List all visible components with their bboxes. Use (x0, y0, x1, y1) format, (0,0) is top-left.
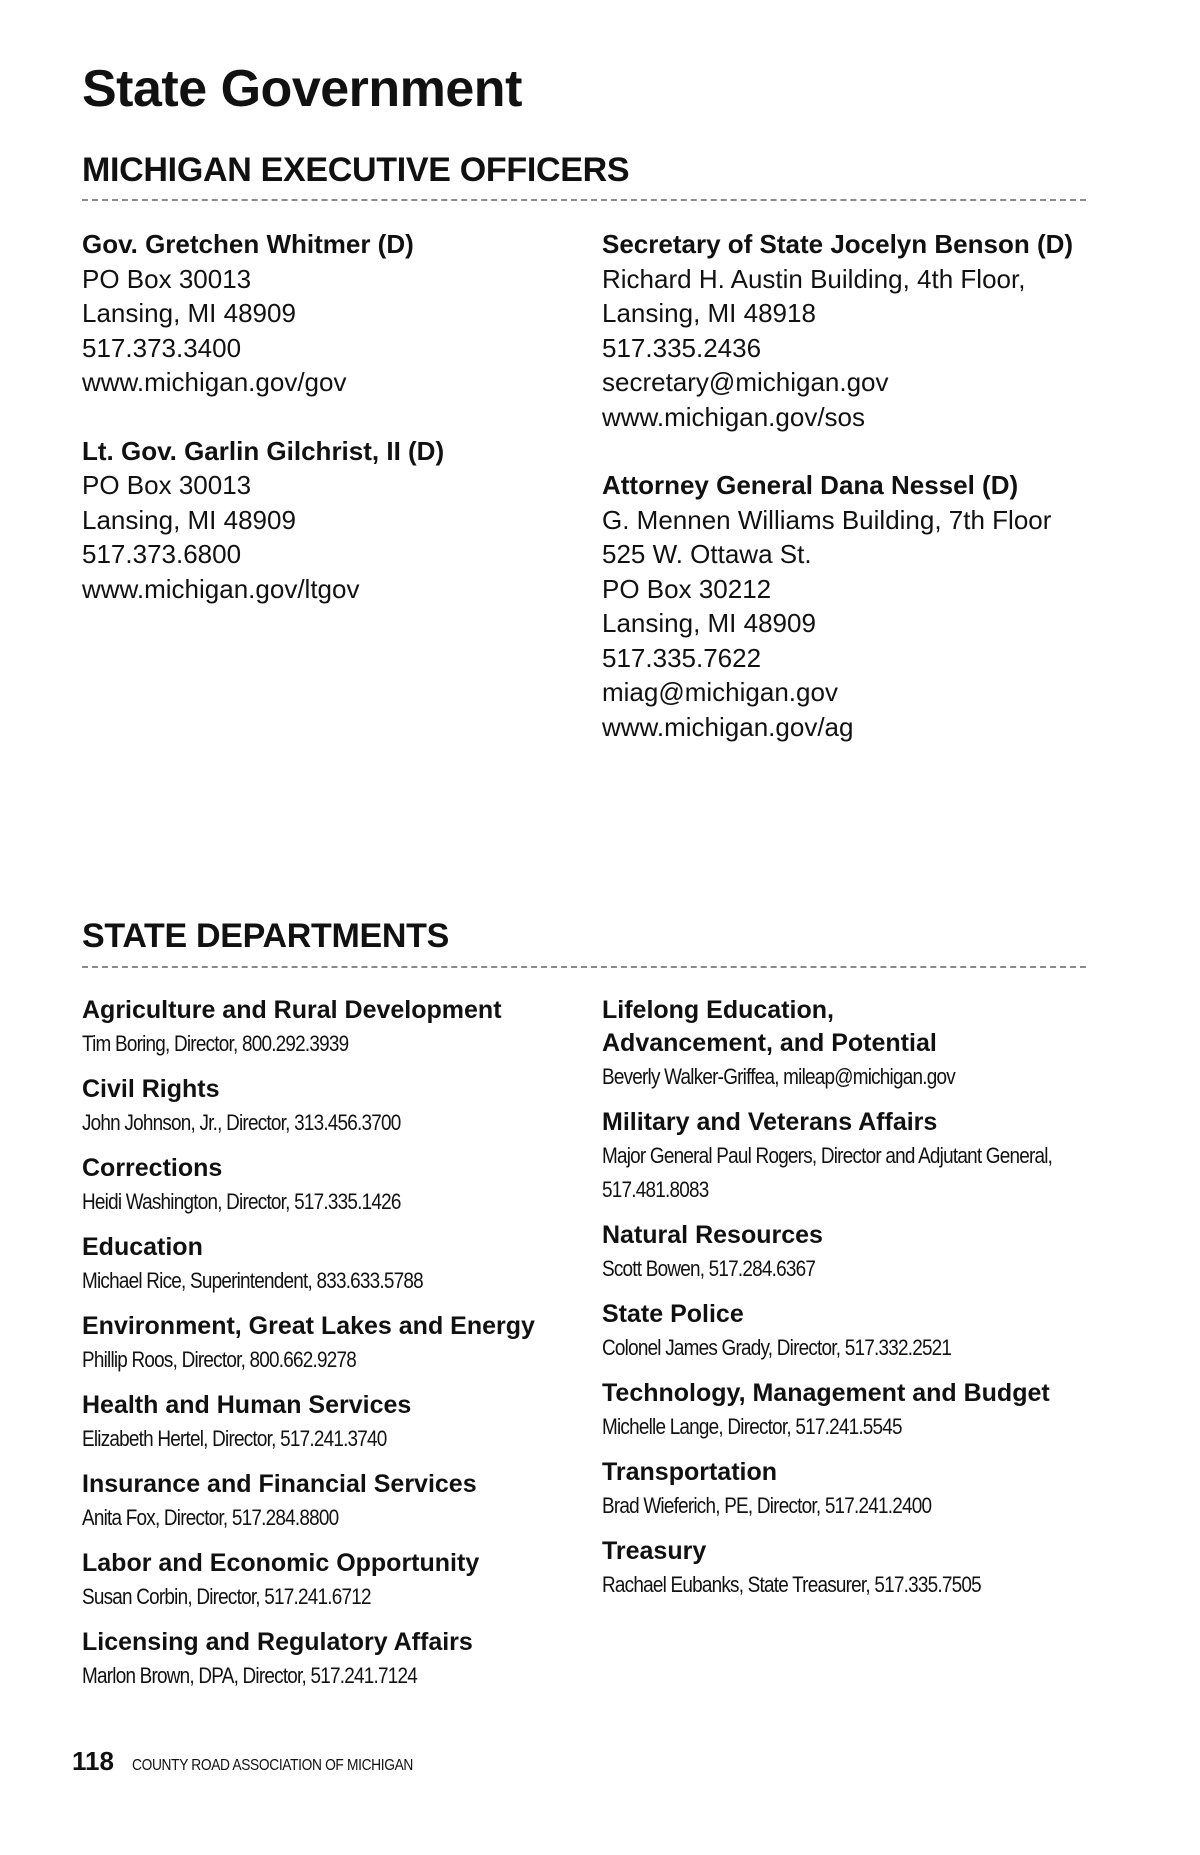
officer-contact-line: Richard H. Austin Building, 4th Floor, (602, 263, 1026, 294)
officer-contact-line: miag@michigan.gov (602, 677, 838, 708)
officer-name: Gov. Gretchen Whitmer (D) (82, 229, 414, 260)
officer-entry (602, 468, 1086, 744)
departments-column-right (602, 994, 1086, 1705)
department-contact: Anita Fox, Director, 517.284.8800 (82, 1504, 339, 1530)
department-contact: Heidi Washington, Director, 517.335.1426 (82, 1188, 401, 1214)
officer-name: Lt. Gov. Garlin Gilchrist, II (D) (82, 435, 445, 466)
department-entry (82, 1231, 602, 1298)
departments-column-left (82, 994, 602, 1705)
departments-divider (82, 966, 1086, 968)
department-name: Transportation (602, 1457, 778, 1486)
department-entry (82, 1152, 602, 1219)
officer-contact-line: www.michigan.gov/ag (602, 711, 854, 742)
officer-contact-line: 517.335.2436 (602, 332, 762, 363)
department-entry (82, 1310, 602, 1377)
officer-contact-line: G. Mennen Williams Building, 7th Floor (602, 504, 1052, 535)
department-contact: Elizabeth Hertel, Director, 517.241.3740 (82, 1425, 387, 1451)
department-entry (602, 1106, 1086, 1207)
officer-contact-line: PO Box 30212 (602, 573, 772, 604)
officer-contact-line: www.michigan.gov/gov (82, 367, 347, 398)
department-contact: Michael Rice, Superintendent, 833.633.5788 (82, 1267, 423, 1293)
department-name: Civil Rights (82, 1074, 220, 1103)
department-entry (602, 994, 1086, 1094)
officer-contact-line: Lansing, MI 48918 (602, 298, 816, 329)
officer-contact-line: Lansing, MI 48909 (82, 504, 296, 535)
department-name: Environment, Great Lakes and Energy (82, 1311, 535, 1340)
department-contact: Beverly Walker-Griffea, mileap@michigan.gov (602, 1063, 955, 1089)
department-name: Treasury (602, 1536, 707, 1565)
department-name: Corrections (82, 1153, 223, 1182)
executive-officers-heading: MICHIGAN EXECUTIVE OFFICERS (82, 150, 630, 189)
department-contact: Marlon Brown, DPA, Director, 517.241.7124 (82, 1662, 417, 1688)
officer-entry (82, 227, 602, 400)
department-name: Insurance and Financial Services (82, 1469, 477, 1498)
department-contact: John Johnson, Jr., Director, 313.456.3700 (82, 1109, 401, 1135)
officer-contact-line: www.michigan.gov/ltgov (82, 573, 360, 604)
department-entry (82, 1468, 602, 1535)
department-contact: Michelle Lange, Director, 517.241.5545 (602, 1413, 902, 1439)
page (82, 60, 1086, 1705)
department-contact: Rachael Eubanks, State Treasurer, 517.335.7505 (602, 1571, 981, 1597)
page-title: State Government (82, 60, 522, 118)
department-name: Health and Human Services (82, 1390, 412, 1419)
department-contact: Phillip Roos, Director, 800.662.9278 (82, 1346, 356, 1372)
department-name: State Police (602, 1299, 744, 1328)
department-name: Natural Resources (602, 1220, 823, 1249)
department-name: Labor and Economic Opportunity (82, 1548, 480, 1577)
officer-name: Secretary of State Jocelyn Benson (D) (602, 229, 1074, 260)
officer-contact-line: PO Box 30013 (82, 263, 252, 294)
page-number: 118 (72, 1746, 114, 1776)
department-name: Licensing and Regulatory Affairs (82, 1627, 473, 1656)
officer-contact-line: 525 W. Ottawa St. (602, 539, 812, 570)
state-departments-list (82, 994, 1086, 1705)
department-name: Education (82, 1232, 203, 1261)
department-contact: Brad Wieferich, PE, Director, 517.241.2400 (602, 1492, 932, 1518)
officer-name: Attorney General Dana Nessel (D) (602, 470, 1019, 501)
department-contact: Tim Boring, Director, 800.292.3939 (82, 1030, 349, 1056)
department-entry (82, 1389, 602, 1456)
department-entry (82, 994, 602, 1061)
publisher-name: COUNTY ROAD ASSOCIATION OF MICHIGAN (131, 1757, 413, 1774)
officer-contact-line: 517.373.6800 (82, 539, 242, 570)
department-entry (602, 1456, 1086, 1523)
department-name: Lifelong Education, Advancement, and Potential (602, 995, 937, 1057)
department-entry (602, 1535, 1086, 1602)
department-entry (82, 1626, 602, 1693)
officer-entry (82, 434, 602, 607)
officer-contact-line: 517.335.7622 (602, 642, 762, 673)
department-contact: Major General Paul Rogers, Director and Adjutant General, 517.481.8083 (602, 1142, 1053, 1202)
department-entry (602, 1298, 1086, 1365)
department-name: Military and Veterans Affairs (602, 1107, 938, 1136)
page-footer (72, 1746, 459, 1777)
department-entry (82, 1073, 602, 1140)
officer-contact-line: PO Box 30013 (82, 470, 252, 501)
state-departments-heading: STATE DEPARTMENTS (82, 917, 450, 956)
department-name: Agriculture and Rural Development (82, 995, 502, 1024)
department-contact: Scott Bowen, 517.284.6367 (602, 1255, 816, 1281)
department-entry (602, 1219, 1086, 1286)
executive-divider (82, 199, 1086, 201)
officer-contact-line: secretary@michigan.gov (602, 367, 889, 398)
officer-contact-line: Lansing, MI 48909 (82, 298, 296, 329)
executive-officers-list (82, 227, 1086, 778)
officer-contact-line: Lansing, MI 48909 (602, 608, 816, 639)
department-contact: Colonel James Grady, Director, 517.332.2521 (602, 1334, 952, 1360)
executive-column-left (82, 227, 602, 778)
officer-entry (602, 227, 1086, 434)
executive-column-right (602, 227, 1086, 778)
department-name: Technology, Management and Budget (602, 1378, 1050, 1407)
department-contact: Susan Corbin, Director, 517.241.6712 (82, 1583, 371, 1609)
department-entry (602, 1377, 1086, 1444)
department-entry (82, 1547, 602, 1614)
officer-contact-line: 517.373.3400 (82, 332, 242, 363)
officer-contact-line: www.michigan.gov/sos (602, 401, 865, 432)
